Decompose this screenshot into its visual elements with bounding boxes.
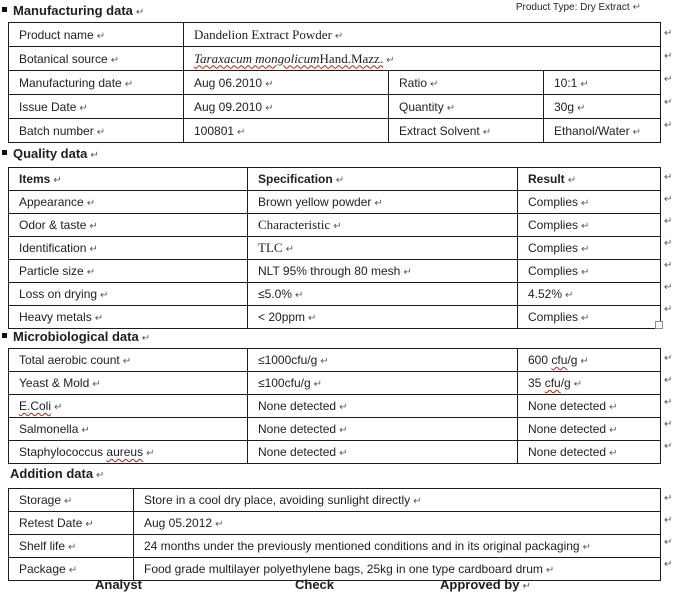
- return-mark-icon: ↵: [664, 353, 673, 364]
- return-mark-icon: ↵: [333, 221, 342, 232]
- return-mark-icon: ↵: [68, 542, 77, 553]
- return-mark-icon: ↵: [577, 102, 586, 114]
- cell-result: Complies ↵: [528, 310, 590, 324]
- table-row: [9, 260, 661, 283]
- return-mark-icon: ↵: [664, 419, 673, 430]
- return-mark-icon: ↵: [664, 515, 673, 526]
- return-mark-icon: ↵: [664, 97, 673, 108]
- column-header: Specification ↵: [258, 172, 345, 186]
- return-mark-icon: ↵: [339, 402, 348, 413]
- return-mark-icon: ↵: [90, 150, 99, 161]
- return-mark-icon: ↵: [664, 282, 673, 293]
- return-mark-icon: ↵: [53, 175, 62, 186]
- section-title-micro: [2, 329, 150, 344]
- return-mark-icon: ↵: [664, 120, 673, 131]
- return-mark-icon: ↵: [308, 313, 317, 324]
- cell-result: Complies ↵: [528, 264, 590, 278]
- bullet-square-icon: [2, 150, 7, 155]
- return-mark-icon: ↵: [609, 425, 618, 436]
- table-row: [9, 47, 661, 71]
- return-mark-icon: ↵: [265, 102, 274, 114]
- cell-label: Extract Solvent ↵: [399, 123, 492, 138]
- cell-result: Complies ↵: [528, 218, 590, 232]
- return-mark-icon: ↵: [582, 542, 591, 553]
- table-header-row: [9, 168, 661, 191]
- table-row: [9, 119, 661, 143]
- table-row: [9, 395, 661, 418]
- return-mark-icon: ↵: [580, 356, 589, 367]
- return-mark-icon: ↵: [664, 51, 673, 62]
- return-mark-icon: ↵: [89, 221, 98, 232]
- table-row: [9, 418, 661, 441]
- return-mark-icon: ↵: [335, 175, 345, 186]
- row-end-marks: [661, 488, 673, 576]
- return-mark-icon: ↵: [632, 2, 641, 13]
- return-mark-icon: ↵: [522, 581, 531, 592]
- return-mark-icon: ↵: [135, 7, 145, 18]
- column-header: Items ↵: [19, 172, 62, 186]
- cell-item: Appearance ↵: [19, 195, 96, 209]
- return-mark-icon: ↵: [86, 267, 96, 278]
- return-mark-icon: ↵: [96, 30, 106, 42]
- table-row: [9, 489, 661, 512]
- return-mark-icon: ↵: [609, 402, 618, 413]
- cell-item: Heavy metals ↵: [19, 310, 104, 324]
- return-mark-icon: ↵: [86, 198, 96, 209]
- return-mark-icon: ↵: [545, 565, 555, 576]
- approved-by-label: Approved by ↵: [440, 577, 531, 592]
- return-mark-icon: ↵: [94, 313, 104, 324]
- return-mark-icon: ↵: [122, 356, 132, 367]
- cell-item: Staphylococcus: [19, 445, 107, 459]
- return-mark-icon: ↵: [565, 290, 574, 301]
- check-label: Check: [295, 577, 335, 592]
- return-mark-icon: ↵: [85, 519, 94, 530]
- return-mark-icon: ↵: [581, 198, 590, 209]
- cell-result: Complies ↵: [528, 241, 590, 255]
- quality-table: [8, 167, 661, 329]
- bullet-square-icon: [2, 333, 7, 338]
- cell-value: 10:1 ↵: [554, 75, 589, 90]
- return-mark-icon: ↵: [664, 493, 673, 504]
- cell-label: Storage ↵: [19, 493, 73, 507]
- table-row: [9, 237, 661, 260]
- return-mark-icon: ↵: [68, 565, 78, 576]
- cell-label: Shelf life ↵: [19, 539, 77, 553]
- return-mark-icon: ↵: [146, 448, 155, 459]
- return-mark-icon: ↵: [664, 304, 673, 315]
- table-row: [9, 95, 661, 119]
- cell-label: Batch number ↵: [19, 123, 106, 138]
- return-mark-icon: ↵: [581, 221, 590, 232]
- cell-result: 4.52% ↵: [528, 287, 574, 301]
- return-mark-icon: ↵: [581, 244, 590, 255]
- return-mark-icon: ↵: [664, 28, 673, 39]
- cell-value: Aug 09.2010 ↵: [194, 99, 274, 114]
- cell-result: 600: [528, 353, 552, 367]
- return-mark-icon: ↵: [124, 78, 134, 90]
- row-end-marks: [661, 22, 673, 137]
- return-mark-icon: ↵: [446, 102, 456, 114]
- return-mark-icon: ↵: [339, 425, 348, 436]
- return-mark-icon: ↵: [96, 470, 105, 481]
- cell-spec: None detected ↵: [258, 445, 348, 459]
- cell-item: Loss on drying ↵: [19, 287, 109, 301]
- cell-spec: ≤1000cfu/g ↵: [258, 353, 329, 367]
- cell-label: Ratio ↵: [399, 75, 439, 90]
- table-row: [9, 512, 661, 535]
- return-mark-icon: ↵: [664, 397, 673, 408]
- return-mark-icon: ↵: [664, 216, 673, 227]
- cell-spec: ≤5.0% ↵: [258, 287, 304, 301]
- table-resize-handle-icon: [655, 321, 663, 329]
- return-mark-icon: ↵: [581, 313, 590, 324]
- table-row: [9, 372, 661, 395]
- product-type-label: Product Type: Dry Extract ↵: [515, 2, 641, 13]
- analyst-label: Analyst: [95, 577, 142, 592]
- return-mark-icon: ↵: [294, 290, 304, 301]
- return-mark-icon: ↵: [664, 238, 673, 249]
- cell-end: [383, 52, 394, 66]
- cell-value: Dandelion Extract Powder ↵: [194, 26, 344, 42]
- return-mark-icon: ↵: [64, 496, 73, 507]
- cell-result-suffix: /g ↵: [567, 353, 589, 367]
- bullet-square-icon: [2, 7, 7, 12]
- cell-label: Quantity ↵: [399, 99, 456, 114]
- return-mark-icon: ↵: [141, 333, 151, 344]
- cell-spec: NLT 95% through 80 mesh ↵: [258, 264, 412, 278]
- return-mark-icon: ↵: [110, 54, 120, 66]
- return-mark-icon: ↵: [664, 172, 673, 183]
- cell-item: Odor & taste ↵: [19, 218, 98, 232]
- cell-label: Product name ↵: [19, 27, 106, 42]
- return-mark-icon: ↵: [403, 267, 412, 278]
- return-mark-icon: ↵: [313, 379, 323, 390]
- cell-result-misspelled: cfu: [544, 376, 561, 390]
- return-mark-icon: ↵: [430, 78, 439, 90]
- cell-end: [143, 445, 154, 459]
- botanical-name-italic: Taraxacum mongolicum: [194, 50, 320, 66]
- cell-item: Identification ↵: [19, 241, 98, 255]
- return-mark-icon: ↵: [54, 402, 63, 413]
- cell-item-misspelled: E.Coli: [19, 399, 52, 413]
- cell-item: Salmonella ↵: [19, 422, 90, 436]
- section-title-text: Microbiological data ↵: [13, 329, 151, 344]
- row-end-marks: [661, 348, 673, 458]
- cell-value: Aug 06.2010 ↵: [194, 75, 274, 90]
- cell-value: Store in a cool dry place, avoiding sunlight directly ↵: [144, 493, 422, 507]
- return-mark-icon: ↵: [580, 78, 589, 90]
- section-title-text: Quality data ↵: [13, 146, 99, 161]
- cell-value: 30g ↵: [554, 99, 586, 114]
- return-mark-icon: ↵: [320, 356, 329, 367]
- cell-label: Botanical source ↵: [19, 51, 120, 66]
- cell-spec: TLC ↵: [258, 240, 294, 255]
- table-row: [9, 191, 661, 214]
- return-mark-icon: ↵: [482, 126, 492, 138]
- cell-label: Retest Date ↵: [19, 516, 94, 530]
- cell-value: 100801 ↵: [194, 123, 246, 138]
- cell-end: [51, 399, 62, 413]
- microbiological-table: [8, 348, 661, 464]
- return-mark-icon: ↵: [632, 126, 641, 138]
- column-header: Result ↵: [528, 172, 577, 186]
- return-mark-icon: ↵: [573, 379, 583, 390]
- return-mark-icon: ↵: [334, 30, 344, 42]
- cell-value: Aug 05.2012 ↵: [144, 516, 224, 530]
- addition-table: [8, 488, 661, 581]
- return-mark-icon: ↵: [664, 74, 673, 85]
- cell-result: Complies ↵: [528, 195, 590, 209]
- cell-result: None detected ↵: [528, 422, 618, 436]
- cell-result-suffix: /g ↵: [560, 376, 583, 390]
- cell-value: Food grade multilayer polyethylene bags, 25kg in one type cardboard drum ↵: [144, 562, 555, 576]
- cell-value: 24 months under the previously mentioned conditions and in its original packaging ↵: [144, 539, 591, 553]
- section-title-text: Manufacturing data ↵: [13, 3, 145, 18]
- table-row: [9, 214, 661, 237]
- cell-value: Ethanol/Water ↵: [554, 123, 641, 138]
- cell-spec: Characteristic ↵: [258, 217, 342, 232]
- return-mark-icon: ↵: [581, 267, 590, 278]
- table-row: [9, 535, 661, 558]
- cell-item: Yeast & Mold ↵: [19, 376, 101, 390]
- cell-result: None detected ↵: [528, 399, 618, 413]
- return-mark-icon: ↵: [215, 519, 224, 530]
- section-title-quality: [2, 146, 99, 161]
- return-mark-icon: ↵: [664, 441, 673, 452]
- cell-spec: None detected ↵: [258, 399, 348, 413]
- table-row: [9, 71, 661, 95]
- cell-item: Particle size ↵: [19, 264, 96, 278]
- table-row: [9, 23, 661, 47]
- cell-label: Manufacturing date ↵: [19, 75, 134, 90]
- return-mark-icon: ↵: [664, 559, 673, 570]
- return-mark-icon: ↵: [285, 244, 294, 255]
- return-mark-icon: ↵: [609, 448, 618, 459]
- return-mark-icon: ↵: [664, 194, 673, 205]
- row-end-marks: [661, 167, 673, 321]
- return-mark-icon: ↵: [374, 198, 383, 209]
- cell-label: Issue Date ↵: [19, 99, 88, 114]
- table-row: [9, 306, 661, 329]
- return-mark-icon: ↵: [89, 244, 98, 255]
- cell-result-misspelled: cfu: [551, 353, 568, 367]
- section-title-manufacturing: [2, 3, 144, 18]
- return-mark-icon: ↵: [664, 260, 673, 271]
- return-mark-icon: ↵: [79, 102, 88, 114]
- return-mark-icon: ↵: [567, 175, 577, 186]
- cell-result: None detected ↵: [528, 445, 618, 459]
- cell-spec: None detected ↵: [258, 422, 348, 436]
- return-mark-icon: ↵: [339, 448, 348, 459]
- return-mark-icon: ↵: [92, 379, 101, 390]
- table-row: [9, 349, 661, 372]
- return-mark-icon: ↵: [265, 78, 274, 90]
- return-mark-icon: ↵: [96, 126, 106, 138]
- return-mark-icon: ↵: [386, 54, 395, 66]
- return-mark-icon: ↵: [664, 375, 673, 386]
- cell-item-misspelled: aureus: [106, 445, 144, 459]
- section-title-text: Addition data ↵: [10, 466, 105, 481]
- section-title-addition: [10, 466, 104, 481]
- cell-item: Total aerobic count ↵: [19, 353, 132, 367]
- return-mark-icon: ↵: [664, 537, 673, 548]
- cell-spec: < 20ppm ↵: [258, 310, 317, 324]
- cell-spec: Brown yellow powder ↵: [258, 195, 383, 209]
- cell-spec: ≤100cfu/g ↵: [258, 376, 323, 390]
- return-mark-icon: ↵: [413, 496, 422, 507]
- table-row: [9, 441, 661, 464]
- return-mark-icon: ↵: [237, 126, 246, 138]
- return-mark-icon: ↵: [100, 290, 109, 301]
- table-row: [9, 283, 661, 306]
- manufacturing-table: [8, 22, 661, 143]
- return-mark-icon: ↵: [81, 425, 90, 436]
- cell-label: Package ↵: [19, 562, 78, 576]
- cell-result: 35: [528, 376, 545, 390]
- botanical-name-author: Hand.Mazz.: [319, 50, 384, 66]
